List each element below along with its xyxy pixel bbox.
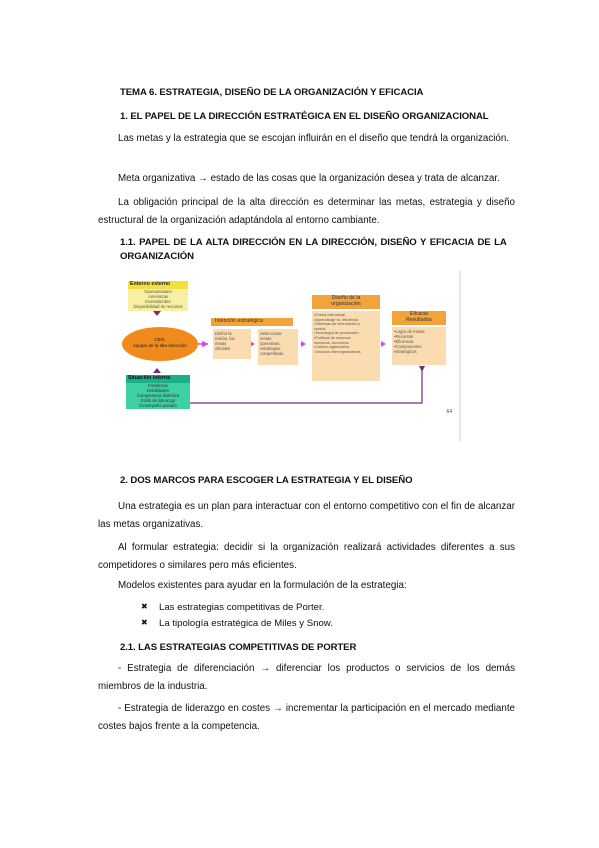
- section-2-1-paragraph-2: - Estrategia de liderazgo en costes → incrementar la participación en el mercado mediante costes bajos frente a la competencia.: [98, 703, 515, 732]
- section-2-heading: 2. DOS MARCOS PARA ESCOGER LA ESTRATEGIA Y EL DISEÑO: [120, 475, 413, 486]
- section-1-1-heading-text: 1.1. PAPEL DE LA ALTA DIRECCIÓN EN LA DIRECCIÓN, DISEÑO Y EFICACIA DE LA ORGANIZACIÓN: [120, 237, 507, 262]
- intencion-items: Definir la misión, las metas oficiales: [213, 329, 251, 359]
- diagram-page-number: 64: [446, 409, 452, 415]
- intencion-estrategica-title: Intención estratégica: [211, 318, 293, 326]
- entorno-externo-title: Entorno externo: [128, 281, 188, 289]
- strategy-diagram: [120, 271, 462, 441]
- seleccionar-metas: Seleccionar metas operativas, estrategias competitivas: [258, 329, 298, 365]
- diseno-organizacion-items: •Forma estructural •Aprendizaje vs. eficiencia •Sistemas de información y control •Tecnología de producción •Políticas de recursos humanos, incentivos •Cultura organizativa •Vínculos interorganizativos: [312, 311, 380, 381]
- section-1-paragraph-2: Meta organizativa → estado de las cosas que la organización desea y trata de alcanzar.: [118, 173, 500, 184]
- ceo-oval: CEO, equipo de la alta dirección: [122, 327, 198, 361]
- bullet-text: Las estrategias competitivas de Porter.: [159, 602, 325, 613]
- eficacia-title: Eficacia Resultados: [392, 311, 446, 325]
- bullet-item: [141, 602, 325, 613]
- bullet-mark-icon: ✖: [141, 602, 148, 611]
- document-title: TEMA 6. ESTRATEGIA, DISEÑO DE LA ORGANIZACIÓN Y EFICACIA: [120, 87, 424, 98]
- bullet-text: La tipología estratégica de Miles y Snow.: [159, 618, 333, 629]
- section-2-paragraph-1: Una estrategia es un plan para interactuar con el entorno competitivo con el fin de alcanzar las metas organizativas.: [98, 501, 515, 530]
- section-2-paragraph-2: Al formular estrategia: decidir si la organización realizará actividades diferentes a sus competidores o similares pero más eficientes.: [98, 542, 515, 571]
- eficacia-items: •Logro de metas •Recursos •Eficiencia •Componentes estratégicos: [392, 327, 446, 365]
- bullet-item: [141, 618, 333, 629]
- section-2-paragraph-3: Modelos existentes para ayudar en la formulación de la estrategia:: [118, 580, 407, 591]
- section-1-1-heading: [120, 236, 515, 264]
- section-2-1-heading: 2.1. LAS ESTRATEGIAS COMPETITIVAS DE PORTER: [120, 642, 357, 653]
- entorno-externo-items: Oportunidades Amenazas Incertidumbre Disponibilidad de recursos: [128, 289, 188, 311]
- section-1-paragraph-1: Las metas y la estrategia que se escojan influirán en el diseño que tendrá la organización.: [118, 133, 510, 144]
- section-1-paragraph-3: La obligación principal de la alta dirección es determinar las metas, estrategia y diseño estructural de la organización adaptándola al entorno cambiante.: [98, 197, 515, 226]
- diseno-organizacion-title: Diseño de la organización: [312, 295, 380, 309]
- section-1-heading: 1. EL PAPEL DE LA DIRECCIÓN ESTRATÉGICA EN EL DISEÑO ORGANIZACIONAL: [120, 111, 489, 122]
- situacion-interna-items: Fortalezas Debilidades Competencia distintiva Estilo de liderazgo Desempeño pasado: [126, 383, 190, 409]
- bullet-mark-icon: ✖: [141, 618, 148, 627]
- situacion-interna-title: Situación interna: [126, 375, 190, 383]
- section-2-1-paragraph-1: - Estrategia de diferenciación → diferenciar los productos o servicios de los demás miembros de la industria.: [98, 663, 515, 692]
